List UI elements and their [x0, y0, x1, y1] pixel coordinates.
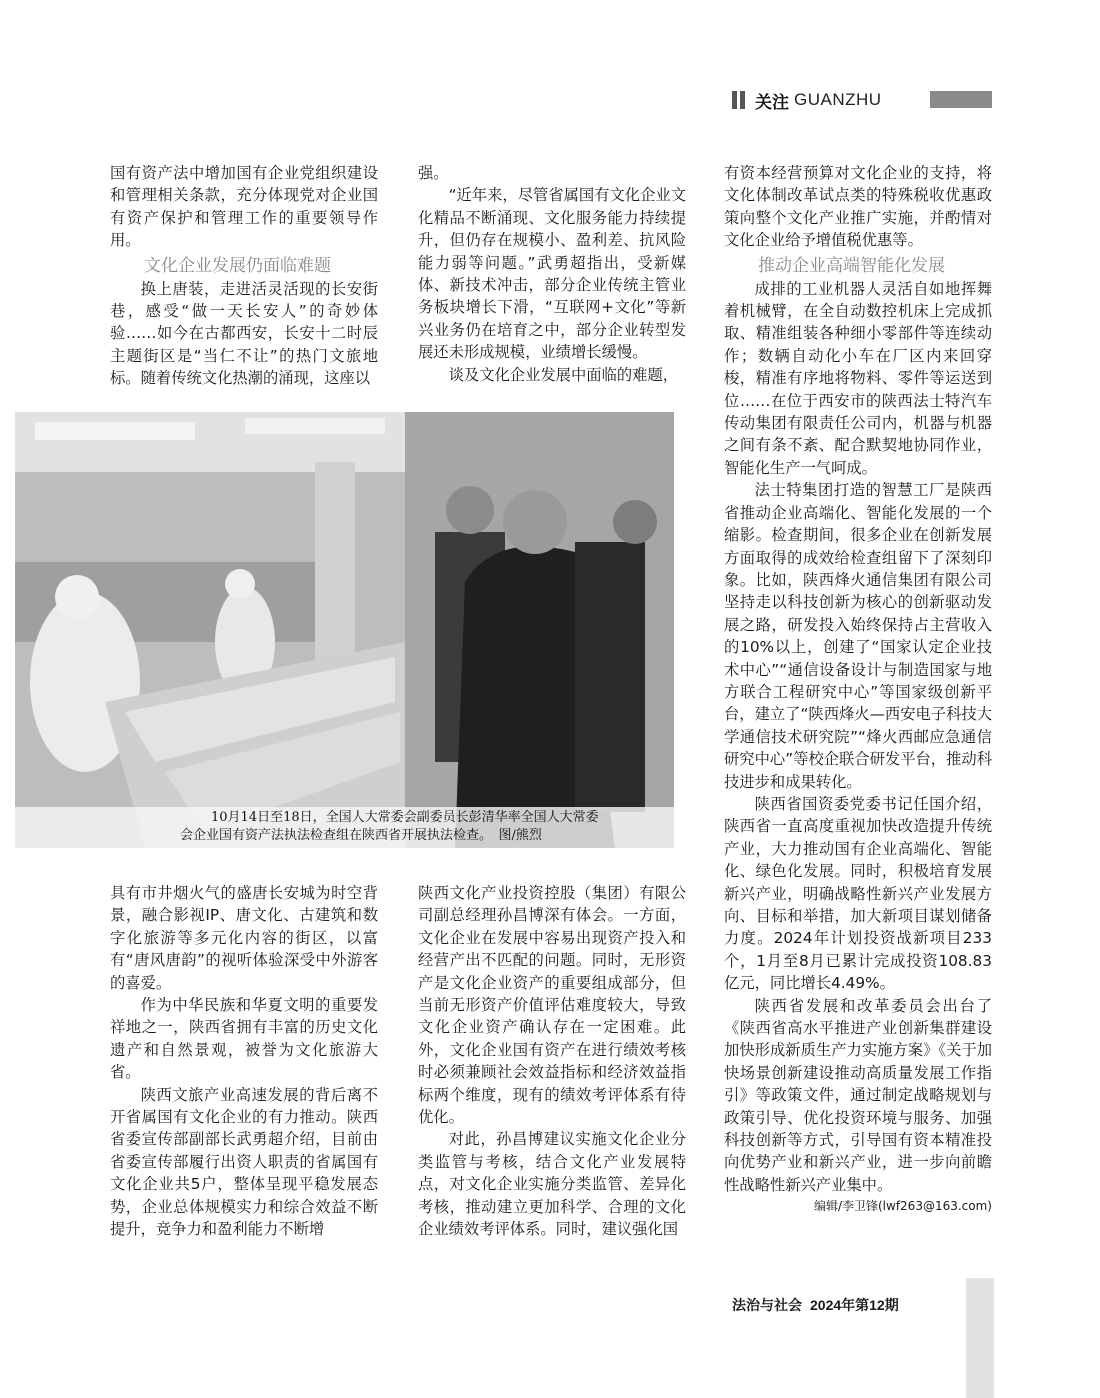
column-1-top: [110, 162, 378, 390]
section-title-en: GUANZHU: [794, 90, 882, 109]
paragraph: 陕西文旅产业高速发展的背后离不开省属国有文化企业的有力推动。陕西省委宣传部副部长武勇超介绍，目前由省委宣传部履行出资人职责的省属国有文化企业共5户，整体呈现平稳发展态势，企业总体规模实力和综合效益不断提升，竞争力和盈利能力不断增: [110, 1085, 378, 1239]
photo-illustration: [15, 412, 674, 848]
column-2-bottom: [418, 882, 686, 1241]
column-3: [724, 162, 992, 1215]
section-header: [732, 88, 992, 112]
section-heading: 文化企业发展仍面临难题: [144, 255, 331, 276]
magazine-name: 法治与社会: [732, 1298, 802, 1314]
paragraph: 对此，孙昌博建议实施文化企业分类监管与考核，结合文化产业发展特点，对文化企业实施分类监管、差异化考核，推动建立更加科学、合理的文化企业绩效考评体系。同时，建议强化国: [418, 1130, 686, 1239]
section-title-cn: 关注: [755, 92, 789, 113]
page-edge-bar-decoration: [966, 1278, 994, 1398]
header-bars-decoration: [732, 91, 745, 109]
issue-number: 2024年第12期: [810, 1297, 899, 1313]
paragraph: 陕西文化产业投资控股（集团）有限公司副总经理孙昌博深有体会。一方面，文化企业在发展中容易出现资产投入和经营产出不匹配的问题。同时，无形资产是文化企业资产的重要组成部分，但当前无形资产价值评估难度较大，导致文化企业资产确认存在一定困难。此外，文化企业国有资产在进行绩效考核时必须兼顾社会效益指标和经济效益指标两个维度，现有的绩效考评体系有待优化。: [418, 884, 686, 1127]
caption-line: 10月14日至18日，全国人大常委会副委员长彭清华率全国人大常委: [211, 810, 599, 825]
paragraph: 有资本经营预算对文化企业的支持，将文化体制改革试点类的特殊税收优惠政策向整个文化产业推广实施，并酌情对文化企业给予增值税优惠等。: [724, 164, 992, 250]
paragraph: 国有资产法中增加国有企业党组织建设和管理相关条款，充分体现党对企业国有资产保护和管理工作的重要领导作用。: [110, 164, 378, 250]
paragraph: 谈及文化企业发展中面临的难题，: [448, 365, 679, 384]
paragraph: 成排的工业机器人灵活自如地挥舞着机械臂，在全自动数控机床上完成抓取、精准组装各种细小零部件等连续动作；数辆自动化小车在厂区内来回穿梭，精准有序地将物料、零件等运送到位……在位于西安市的陕西法士特汽车传动集团有限责任公司内，机器与机器之间有条不紊、配合默契地协同作业，智能化生产一气呵成。: [724, 279, 992, 477]
header-rule-decoration: [930, 91, 992, 108]
paragraph: 换上唐装，走进活灵活现的长安街巷，感受“做一天长安人”的奇妙体验……如今在古都西安，长安十二时辰主题街区是“当仁不让”的热门文旅地标。随着传统文化热潮的涌现，这座以: [110, 279, 378, 388]
paragraph: 陕西省发展和改革委员会出台了《陕西省高水平推进产业创新集群建设加快形成新质生产力实施方案》《关于加快场景创新建设推动高质量发展工作指引》等政策文件，通过制定战略规划与政策引导、优化投资环境与服务、加强科技创新等方式，引导国有资本精准投向优势产业和新兴产业，进一步向前瞻性战略性新兴产业集中。: [724, 996, 992, 1194]
paragraph: 法士特集团打造的智慧工厂是陕西省推动企业高端化、智能化发展的一个缩影。检查期间，很多企业在创新发展方面取得的成效给检查组留下了深刻印象。比如，陕西烽火通信集团有限公司坚持走以科技创新为核心的创新驱动发展之路，研发投入始终保持占主营收入的10%以上，创建了“国家认定企业技术中心”“通信设备设计与制造国家与地方联合工程研究中心”等国家级创新平台，建立了“陕西烽火—西安电子科技大学通信技术研究院”“烽火西邮应急通信研究中心”等校企联合研发平台，推动科技进步和成果转化。: [724, 481, 992, 791]
editor-credit: 编辑/李卫锋(lwf263@163.com): [813, 1199, 992, 1214]
section-heading: 推动企业高端智能化发展: [758, 255, 945, 276]
column-1-bottom: [110, 882, 378, 1241]
paragraph: 陕西省国资委党委书记任国介绍，陕西省一直高度重视加快改造提升传统产业，大力推动国有企业高端化、智能化、绿色化发展。同时，积极培育发展新兴产业，明确战略性新兴产业发展方向、目标和举措，加大新项目谋划储备力度。2024年计划投资战新项目233个，1月至8月已累计完成投资108.83亿元，同比增长4.49%。: [724, 794, 992, 993]
news-photo: [15, 412, 674, 848]
caption-line: 会企业国有资产法执法检查组在陕西省开展执法检查。 图/熊烈: [180, 828, 542, 843]
paragraph: 强。: [418, 164, 449, 182]
paragraph: 具有市井烟火气的盛唐长安城为时空背景，融合影视IP、唐文化、古建筑和数字化旅游等多元化内容的街区，以富有“唐风唐韵”的视听体验深受中外游客的喜爱。: [110, 884, 378, 992]
column-2-top: [418, 162, 686, 386]
page-footer: [732, 1294, 992, 1316]
paragraph: “近年来，尽管省属国有文化企业文化精品不断涌现、文化服务能力持续提升，但仍存在规模小、盈利差、抗风险能力弱等问题。”武勇超指出，受新媒体、新技术冲击，部分企业传统主管业务板块增长下滑，“互联网+文化”等新兴业务仍在培育之中，部分企业转型发展还未形成规模，业绩增长缓慢。: [418, 186, 686, 362]
photo-caption: [15, 807, 674, 848]
paragraph: 作为中华民族和华夏文明的重要发祥地之一，陕西省拥有丰富的历史文化遗产和自然景观，被誉为文化旅游大省。: [110, 996, 378, 1082]
